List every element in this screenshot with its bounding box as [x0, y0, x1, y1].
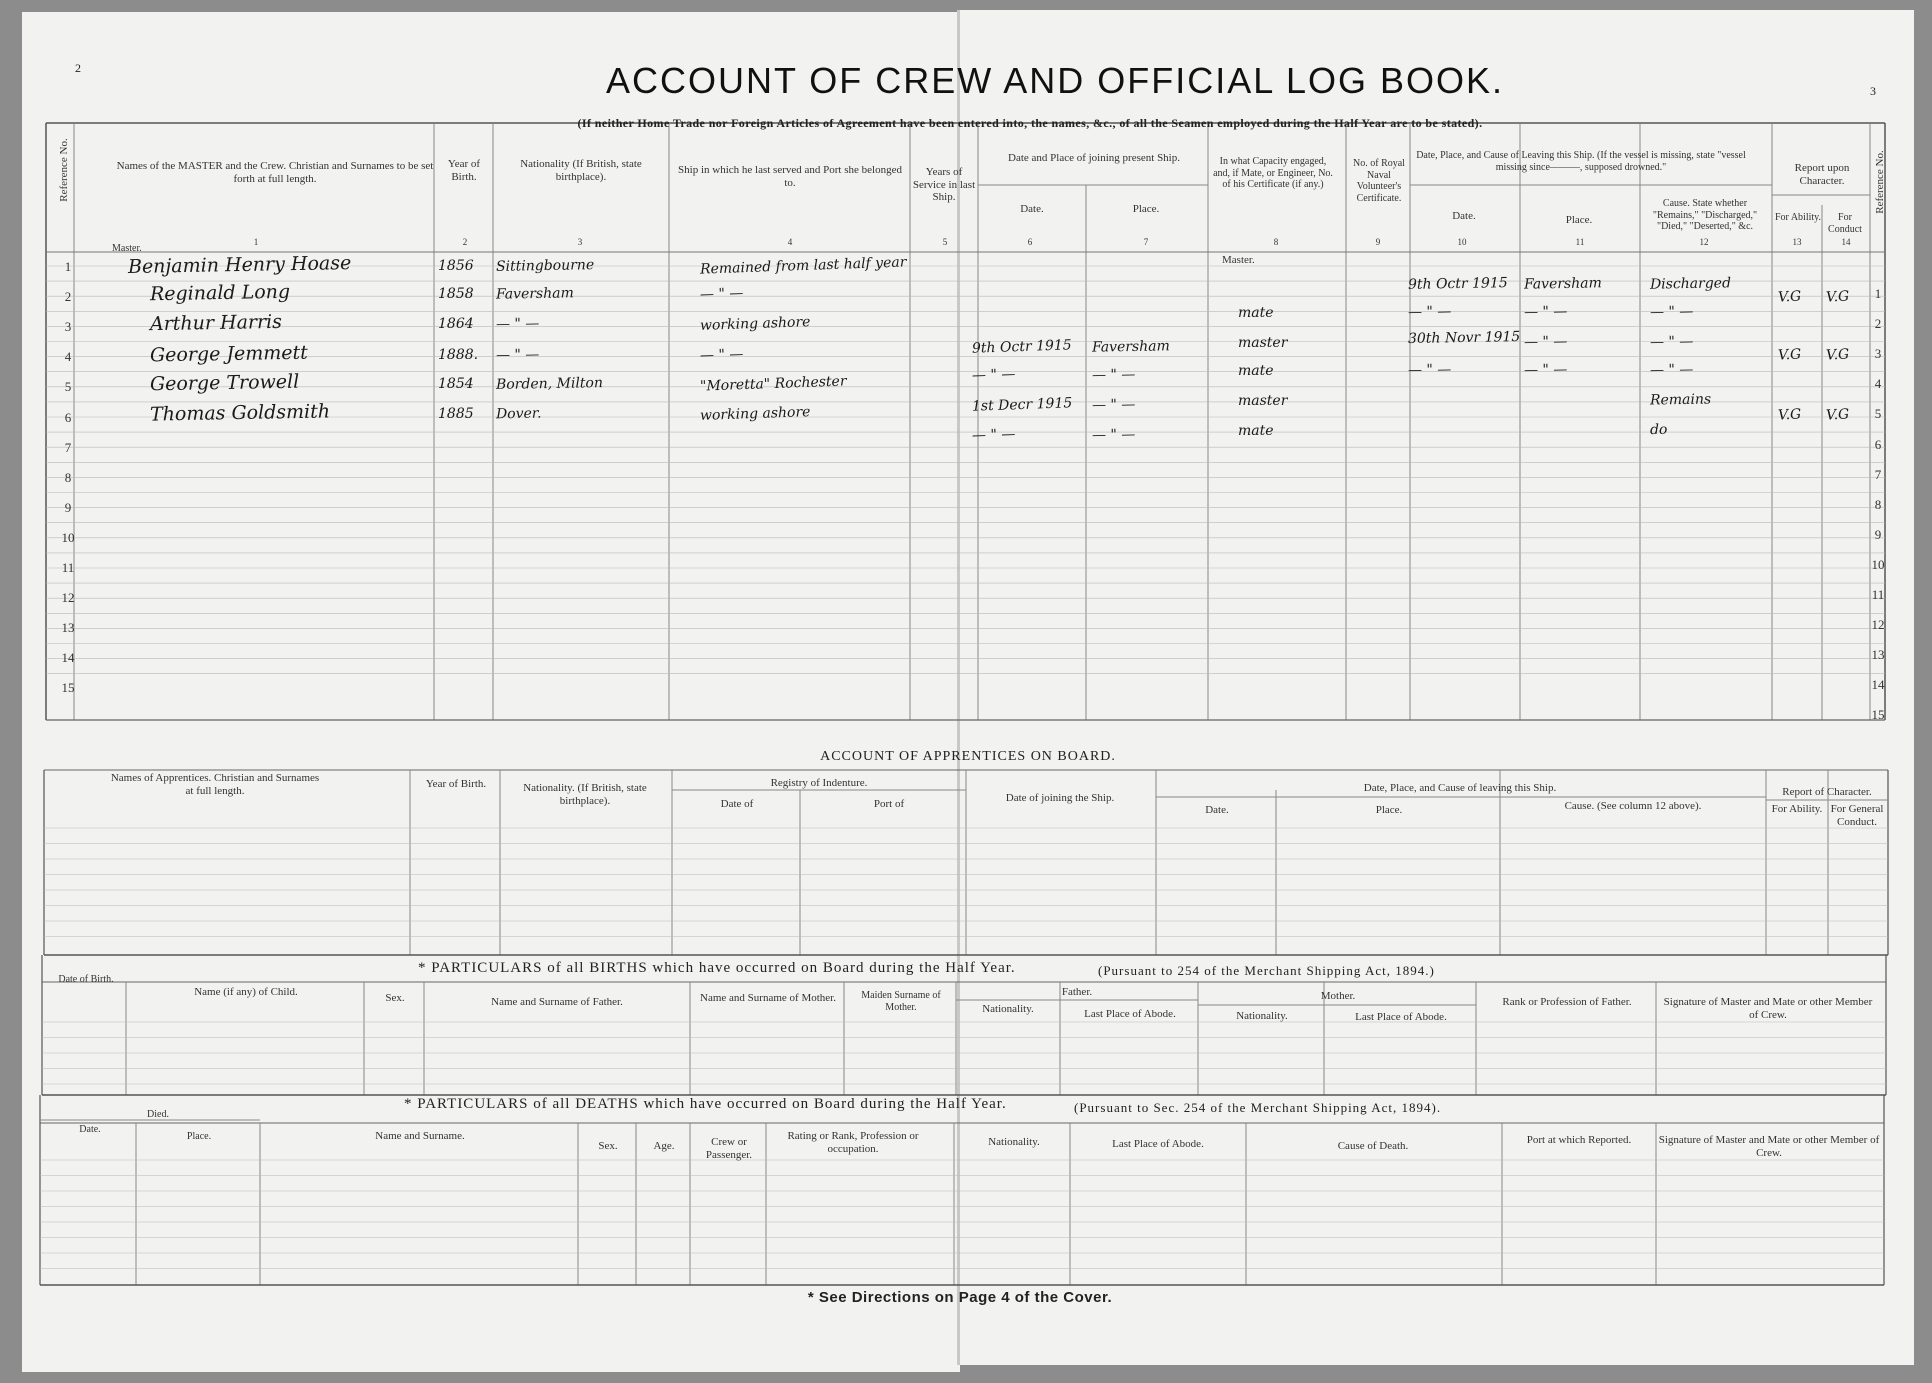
deaths-died-header: Died.	[147, 1109, 169, 1120]
leave-place: — " —	[1523, 333, 1568, 351]
crew-name: Thomas Goldsmith	[149, 400, 331, 426]
row-number-left: 7	[64, 439, 72, 455]
header-ship: Ship in which he last served and Port she belonged to.	[678, 164, 902, 189]
header-ability: For Ability.	[1774, 212, 1822, 223]
apprentice-cause-header: Cause. (See column 12 above).	[1564, 800, 1702, 812]
crew-nationality: Faversham	[495, 285, 574, 303]
capacity-engaged: mate	[1238, 423, 1274, 439]
crew-name: Reginald Long	[149, 280, 291, 306]
deaths-nationality-header: Nationality.	[988, 1136, 1040, 1148]
leave-date: 30th Novr 1915	[1407, 329, 1521, 347]
join-place: — " —	[1091, 426, 1136, 444]
crew-nationality: Borden, Milton	[495, 375, 604, 393]
column-number: 11	[1575, 237, 1585, 247]
row-number-right: 13	[1871, 647, 1885, 663]
apprentices-title: ACCOUNT OF APPRENTICES ON BOARD.	[820, 749, 1116, 764]
crew-year-of-birth: 1888.	[438, 347, 479, 363]
apprentice-conduct-header: For General Conduct.	[1830, 803, 1884, 828]
capacity-engaged: master	[1238, 335, 1288, 351]
row-number-right: 8	[1874, 496, 1882, 512]
row-number-right: 4	[1874, 376, 1882, 392]
column-number: 14	[1841, 237, 1851, 247]
row-number-right: 11	[1871, 587, 1885, 602]
births-title: * PARTICULARS of all BIRTHS which have occurred on Board during the Half Year.	[418, 960, 1016, 976]
leave-cause: — " —	[1649, 333, 1694, 351]
leave-date: — " —	[1407, 361, 1452, 379]
crew-last-ship: working ashore	[699, 314, 811, 334]
character-conduct: V.G	[1825, 288, 1850, 306]
apprentice-date-header: Date.	[1205, 804, 1229, 816]
births-sex-header: Sex.	[385, 992, 405, 1004]
header-cause: Cause. State whether "Remains," "Discharged," "Died," "Deserted," &c.	[1652, 198, 1758, 232]
header-leaving: Date, Place, and Cause of Leaving this Ship. (If the vessel is missing, state "vessel missing since———, supposed drowned."	[1416, 150, 1746, 173]
row-number-left: 9	[64, 499, 72, 515]
apprentice-joining-header: Date of joining the Ship.	[1005, 792, 1115, 804]
births-date-header: Date of Birth.	[58, 974, 114, 985]
row-number-left: 15	[61, 680, 75, 696]
header-joining: Date and Place of joining present Ship.	[1008, 152, 1180, 164]
crew-last-ship: — " —	[699, 346, 744, 364]
row-number-left: 14	[61, 650, 75, 666]
crew-nationality: — " —	[495, 346, 540, 364]
capacity-engaged: mate	[1238, 305, 1274, 321]
header-year: Year of Birth.	[447, 158, 481, 183]
column-number: 10	[1457, 237, 1467, 247]
column-number: 4	[787, 237, 793, 247]
deaths-age-header: Age.	[653, 1140, 675, 1152]
leave-place: Faversham	[1523, 275, 1602, 293]
births-mother-abode-header: Last Place of Abode.	[1355, 1011, 1447, 1023]
leave-date: — " —	[1407, 303, 1452, 321]
deaths-crew-header: Crew or Passenger.	[705, 1136, 753, 1161]
births-act: (Pursuant to 254 of the Merchant Shipping Act, 1894.)	[1098, 963, 1435, 978]
character-ability: V.G	[1777, 406, 1802, 424]
deaths-abode-header: Last Place of Abode.	[1112, 1138, 1204, 1150]
births-father-header: Father.	[1061, 986, 1093, 998]
column-number: 13	[1792, 237, 1802, 247]
apprentice-year-header: Year of Birth.	[425, 778, 487, 790]
column-number: 3	[577, 237, 583, 247]
footer-note: * See Directions on Page 4 of the Cover.	[807, 1289, 1113, 1306]
deaths-sex-header: Sex.	[598, 1140, 618, 1152]
header-ref-left: Reference No.	[58, 138, 70, 202]
births-father-nationality-header: Nationality.	[982, 1003, 1034, 1015]
join-place: — " —	[1091, 366, 1136, 384]
capacity-engaged: master	[1238, 393, 1288, 409]
join-place: Faversham	[1091, 338, 1170, 356]
row-number-right: 5	[1874, 406, 1882, 422]
header-nationality: Nationality (If British, state birthplace).	[520, 158, 642, 183]
deaths-cause-header: Cause of Death.	[1337, 1140, 1409, 1152]
apprentice-date-of-header: Date of	[720, 798, 754, 810]
character-ability: V.G	[1777, 346, 1802, 364]
births-father-abode-header: Last Place of Abode.	[1084, 1008, 1176, 1020]
character-conduct: V.G	[1825, 406, 1850, 424]
apprentice-leaving-header: Date, Place, and Cause of leaving this Ship.	[1363, 782, 1557, 794]
crew-nationality: Sittingbourne	[495, 257, 595, 275]
row-number-right: 2	[1874, 316, 1882, 332]
deaths-place-header: Place.	[186, 1131, 212, 1142]
column-number: 7	[1143, 237, 1149, 247]
births-child-header: Name (if any) of Child.	[194, 986, 298, 998]
crew-nationality: — " —	[495, 315, 540, 333]
births-mother-header: Mother.	[1320, 990, 1356, 1002]
leave-place: — " —	[1523, 303, 1568, 321]
deaths-date-header: Date.	[79, 1124, 101, 1135]
column-number: 1	[253, 237, 259, 247]
column-number: 6	[1027, 237, 1033, 247]
births-father-name-header: Name and Surname of Father.	[491, 996, 623, 1008]
deaths-rating-header: Rating or Rank, Profession or occupation.	[787, 1130, 919, 1155]
header-leave-date: Date.	[1452, 210, 1476, 222]
row-number-left: 12	[61, 590, 75, 606]
row-number-right: 3	[1874, 346, 1882, 362]
leave-cause: do	[1649, 421, 1668, 439]
crew-name: Benjamin Henry Hoase	[127, 252, 352, 278]
row-number-left: 5	[64, 379, 72, 395]
apprentice-report-header: Report of Character.	[1782, 786, 1872, 798]
crew-last-ship: "Moretta" Rochester	[699, 373, 847, 395]
join-place: — " —	[1091, 396, 1136, 414]
leave-cause: Discharged	[1649, 275, 1732, 293]
row-number-right: 1	[1874, 286, 1882, 301]
header-conduct: For Conduct	[1828, 212, 1862, 235]
deaths-signature-header: Signature of Master and Mate or other Member of Crew.	[1658, 1134, 1880, 1159]
crew-name: George Jemmett	[149, 341, 308, 367]
master-label-right: Master.	[1222, 254, 1255, 266]
header-report: Report upon Character.	[1794, 162, 1850, 187]
row-number-left: 10	[61, 529, 75, 545]
column-number: 12	[1699, 237, 1709, 247]
capacity-engaged: mate	[1238, 363, 1274, 379]
row-number-right: 10	[1871, 556, 1885, 572]
row-number-left: 6	[64, 409, 72, 425]
births-rank-header: Rank or Profession of Father.	[1502, 996, 1632, 1008]
header-ref-right: Reference No.	[1874, 150, 1886, 214]
crew-last-ship: working ashore	[699, 404, 811, 424]
header-join-place: Place.	[1132, 203, 1160, 215]
header-years-service: Years of Service in last Ship.	[912, 166, 976, 204]
join-date: 9th Octr 1915	[971, 337, 1072, 357]
row-number-left: 8	[64, 469, 72, 485]
row-number-left: 13	[61, 620, 75, 636]
page-subtitle: (If neither Home Trade nor Foreign Articles of Agreement have been entered into, the names, &c., of all the Seamen employed during the Half Year are to be stated).	[577, 116, 1483, 130]
column-number: 2	[462, 237, 468, 247]
row-number-left: 3	[64, 319, 72, 335]
apprentice-registry-header: Registry of Indenture.	[770, 777, 868, 789]
apprentice-nationality-header: Nationality. (If British, state birthplace).	[523, 782, 647, 807]
births-signature-header: Signature of Master and Mate or other Member of Crew.	[1663, 996, 1873, 1021]
master-label-left: Master.	[112, 243, 142, 254]
deaths-act: (Pursuant to Sec. 254 of the Merchant Shipping Act, 1894).	[1074, 1100, 1442, 1115]
apprentice-names-header: Names of Apprentices. Christian and Surnames at full length.	[110, 772, 320, 797]
header-rnvr: No. of Royal Naval Volunteer's Certificate.	[1353, 158, 1405, 204]
apprentice-port-of-header: Port of	[873, 798, 905, 810]
row-number-right: 6	[1874, 436, 1882, 452]
apprentice-place-header: Place.	[1375, 804, 1403, 816]
page-number-left: 2	[75, 61, 81, 75]
leave-cause: — " —	[1649, 361, 1694, 379]
character-conduct: V.G	[1825, 346, 1850, 364]
column-number: 5	[942, 237, 948, 247]
row-number-left: 4	[64, 349, 72, 365]
page-number-right: 3	[1870, 84, 1876, 98]
deaths-name-header: Name and Surname.	[375, 1130, 465, 1142]
apprentice-ability-header: For Ability.	[1771, 803, 1823, 815]
births-mother-nationality-header: Nationality.	[1236, 1010, 1288, 1022]
row-number-right: 12	[1871, 617, 1885, 633]
crew-year-of-birth: 1854	[438, 376, 474, 392]
header-leave-place: Place.	[1565, 214, 1593, 226]
join-date: — " —	[971, 426, 1016, 444]
deaths-port-header: Port at which Reported.	[1526, 1134, 1632, 1146]
page-title: ACCOUNT OF CREW AND OFFICIAL LOG BOOK.	[605, 60, 1505, 101]
crew-last-ship: — " —	[699, 285, 744, 303]
join-date: 1st Decr 1915	[971, 395, 1073, 415]
join-date: — " —	[971, 366, 1016, 384]
crew-nationality: Dover.	[495, 405, 542, 423]
crew-year-of-birth: 1858	[438, 286, 474, 302]
row-number-right: 9	[1874, 526, 1882, 542]
header-names: Names of the MASTER and the Crew. Christian and Surnames to be set forth at full length.	[116, 160, 434, 185]
leave-date: 9th Octr 1915	[1407, 275, 1508, 293]
column-number: 9	[1375, 237, 1381, 247]
deaths-title: * PARTICULARS of all DEATHS which have occurred on Board during the Half Year.	[404, 1096, 1007, 1112]
row-number-left: 1	[64, 259, 72, 274]
row-number-right: 7	[1874, 466, 1882, 482]
births-maiden-header: Maiden Surname of Mother.	[861, 990, 941, 1013]
crew-name: Arthur Harris	[149, 310, 283, 336]
row-number-right: 14	[1871, 677, 1885, 693]
row-number-left: 2	[64, 289, 72, 305]
character-ability: V.G	[1777, 288, 1802, 306]
crew-name: George Trowell	[149, 370, 300, 396]
header-join-date: Date.	[1020, 203, 1044, 215]
crew-year-of-birth: 1864	[438, 316, 474, 332]
crew-year-of-birth: 1885	[438, 406, 474, 422]
header-capacity: In what Capacity engaged, and, if Mate, or Engineer, No. of his Certificate (if any.)	[1213, 156, 1333, 190]
column-number: 8	[1273, 237, 1279, 247]
row-number-left: 11	[61, 560, 75, 575]
leave-cause: — " —	[1649, 303, 1694, 321]
row-number-right: 15	[1871, 707, 1885, 723]
crew-year-of-birth: 1856	[438, 258, 474, 274]
crew-last-ship: Remained from last half year	[699, 254, 907, 278]
leave-place: — " —	[1523, 361, 1568, 379]
births-mother-name-header: Name and Surname of Mother.	[700, 992, 836, 1004]
leave-cause: Remains	[1649, 391, 1712, 409]
